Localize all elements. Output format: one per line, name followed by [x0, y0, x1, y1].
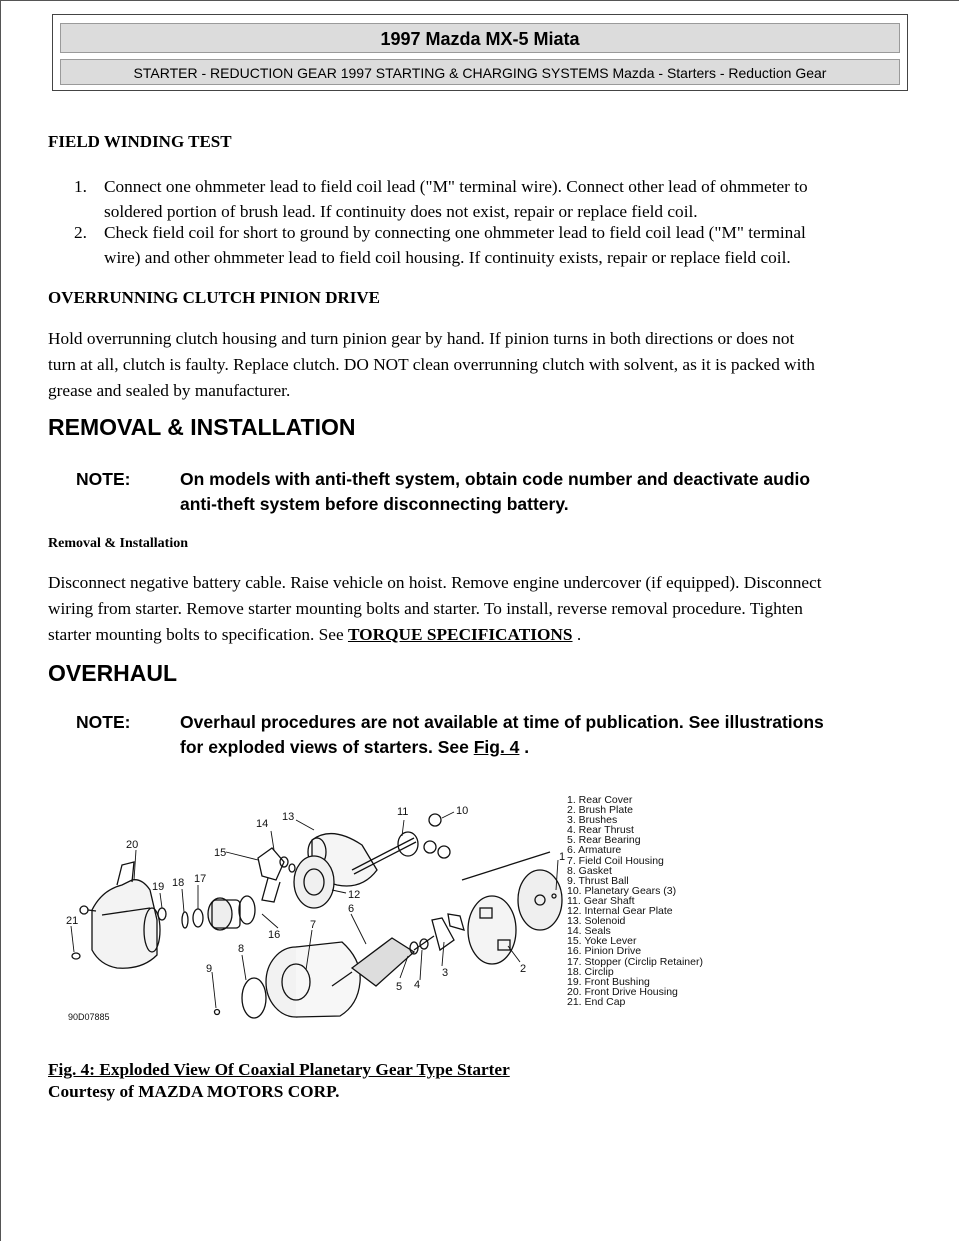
figure-legend	[567, 795, 703, 1007]
legend-item: 6. Armature	[567, 844, 622, 857]
part-label-13: 13	[282, 811, 295, 823]
part-label-9: 9	[206, 963, 213, 975]
paragraph-line: Hold overrunning clutch housing and turn pinion gear by hand. If pinion turns in both directions or does not	[48, 329, 795, 348]
paragraph-line	[48, 622, 918, 648]
legend-item: 9. Thrust Ball	[567, 874, 629, 887]
figure-courtesy: Courtesy of MAZDA MOTORS CORP.	[48, 1082, 340, 1101]
legend-item: 19. Front Bushing	[567, 975, 650, 988]
part-label-16: 16	[268, 929, 281, 941]
legend-item: 12. Internal Gear Plate	[567, 905, 673, 918]
field-winding-step-2	[74, 220, 904, 270]
removal-heading: REMOVAL & INSTALLATION	[48, 414, 356, 440]
legend-item: 17. Stopper (Circlip Retainer)	[567, 955, 703, 968]
part-label-4: 4	[414, 979, 421, 991]
legend-item: 20. Front Drive Housing	[567, 985, 678, 998]
legend-item: 5. Rear Bearing	[567, 834, 641, 847]
overhaul-heading: OVERHAUL	[48, 660, 178, 686]
part-label-18: 18	[172, 877, 185, 889]
part-label-15: 15	[214, 847, 227, 859]
figure-caption	[48, 1060, 510, 1080]
legend-item: 4. Rear Thrust	[567, 824, 634, 837]
field-winding-step-1	[74, 174, 904, 224]
paragraph-text: .	[572, 625, 582, 644]
document-title: 1997 Mazda MX-5 Miata	[60, 23, 900, 53]
overhaul-note	[76, 710, 906, 760]
note-text-line: anti-theft system before disconnecting battery.	[180, 494, 569, 514]
part-label-6: 6	[348, 903, 355, 915]
part-label-1: 1	[559, 851, 566, 863]
step-text-line: soldered portion of brush lead. If continuity does not exist, repair or replace field coil.	[104, 202, 698, 221]
part-label-7: 7	[310, 919, 317, 931]
fig-4-link[interactable]: Fig. 4	[473, 737, 520, 757]
legend-item: 2. Brush Plate	[567, 804, 633, 817]
part-label-20: 20	[126, 839, 139, 851]
removal-subheading: Removal & Installation	[48, 536, 188, 551]
removal-paragraph	[48, 570, 918, 648]
legend-item: 3. Brushes	[567, 814, 618, 827]
note-text: for exploded views of starters. See	[180, 737, 474, 757]
figure-code: 90D07885	[68, 1012, 110, 1022]
step-text-line: Check field coil for short to ground by connecting one ohmmeter lead to field coil lead ("M" terminal	[104, 223, 806, 242]
note-text: .	[519, 737, 530, 757]
paragraph-line: turn at all, clutch is faulty. Replace clutch. DO NOT clean overrunning clutch with solvent, as it is packed with	[48, 355, 815, 374]
part-label-8: 8	[238, 943, 245, 955]
step-number: 2.	[74, 223, 87, 242]
part-label-2: 2	[520, 963, 527, 975]
legend-item: 13. Solenoid	[567, 915, 626, 928]
legend-item: 18. Circlip	[567, 965, 614, 978]
overrunning-heading: OVERRUNNING CLUTCH PINION DRIVE	[48, 288, 380, 307]
legend-item: 16. Pinion Drive	[567, 945, 642, 958]
part-label-17: 17	[194, 873, 207, 885]
paragraph-text: starter mounting bolts to specification. See	[48, 625, 348, 644]
part-label-21: 21	[66, 915, 79, 927]
part-label-12: 12	[348, 889, 361, 901]
paragraph-line: grease and sealed by manufacturer.	[48, 381, 291, 400]
legend-item: 7. Field Coil Housing	[567, 854, 664, 867]
part-label-10: 10	[456, 805, 469, 817]
legend-item: 15. Yoke Lever	[567, 935, 637, 948]
document-subtitle: STARTER - REDUCTION GEAR 1997 STARTING & CHARGING SYSTEMS Mazda - Starters - Reduction Gear	[60, 59, 900, 85]
note-label: NOTE:	[76, 469, 131, 489]
removal-note	[76, 467, 906, 517]
step-text-line: wire) and other ohmmeter lead to field coil housing. If continuity exists, repair or replace field coil.	[104, 248, 791, 267]
overrunning-paragraph	[48, 326, 918, 404]
part-label-3: 3	[442, 967, 449, 979]
legend-item: 8. Gasket	[567, 864, 612, 877]
legend-item: 10. Planetary Gears (3)	[567, 884, 677, 897]
paragraph-line: wiring from starter. Remove starter mounting bolts and starter. To install, reverse removal procedure. Tighten	[48, 599, 803, 618]
step-number: 1.	[74, 177, 87, 196]
note-text-line: Overhaul procedures are not available at time of publication. See illustrations	[180, 712, 824, 732]
note-text-line: On models with anti-theft system, obtain code number and deactivate audio	[180, 469, 811, 489]
part-label-11: 11	[397, 806, 409, 818]
step-text-line: Connect one ohmmeter lead to field coil lead ("M" terminal wire). Connect other lead of ohmmeter to	[104, 177, 808, 196]
part-label-14: 14	[256, 818, 269, 830]
legend-item: 14. Seals	[567, 925, 611, 938]
note-label: NOTE:	[76, 712, 131, 732]
field-winding-heading: FIELD WINDING TEST	[48, 132, 232, 151]
note-text-line	[180, 735, 906, 760]
legend-item: 1. Rear Cover	[567, 794, 633, 806]
part-label-19: 19	[152, 881, 165, 893]
legend-item: 11. Gear Shaft	[567, 894, 635, 907]
document-header	[52, 14, 908, 91]
figure-caption-link[interactable]: Fig. 4: Exploded View Of Coaxial Planetary Gear Type Starter	[48, 1060, 510, 1079]
torque-specifications-link[interactable]: TORQUE SPECIFICATIONS	[347, 625, 573, 644]
part-label-5: 5	[396, 981, 403, 993]
paragraph-line: Disconnect negative battery cable. Raise vehicle on hoist. Remove engine undercover (if equipped). Disconnect	[48, 573, 822, 592]
legend-item: 21. End Cap	[567, 995, 626, 1008]
